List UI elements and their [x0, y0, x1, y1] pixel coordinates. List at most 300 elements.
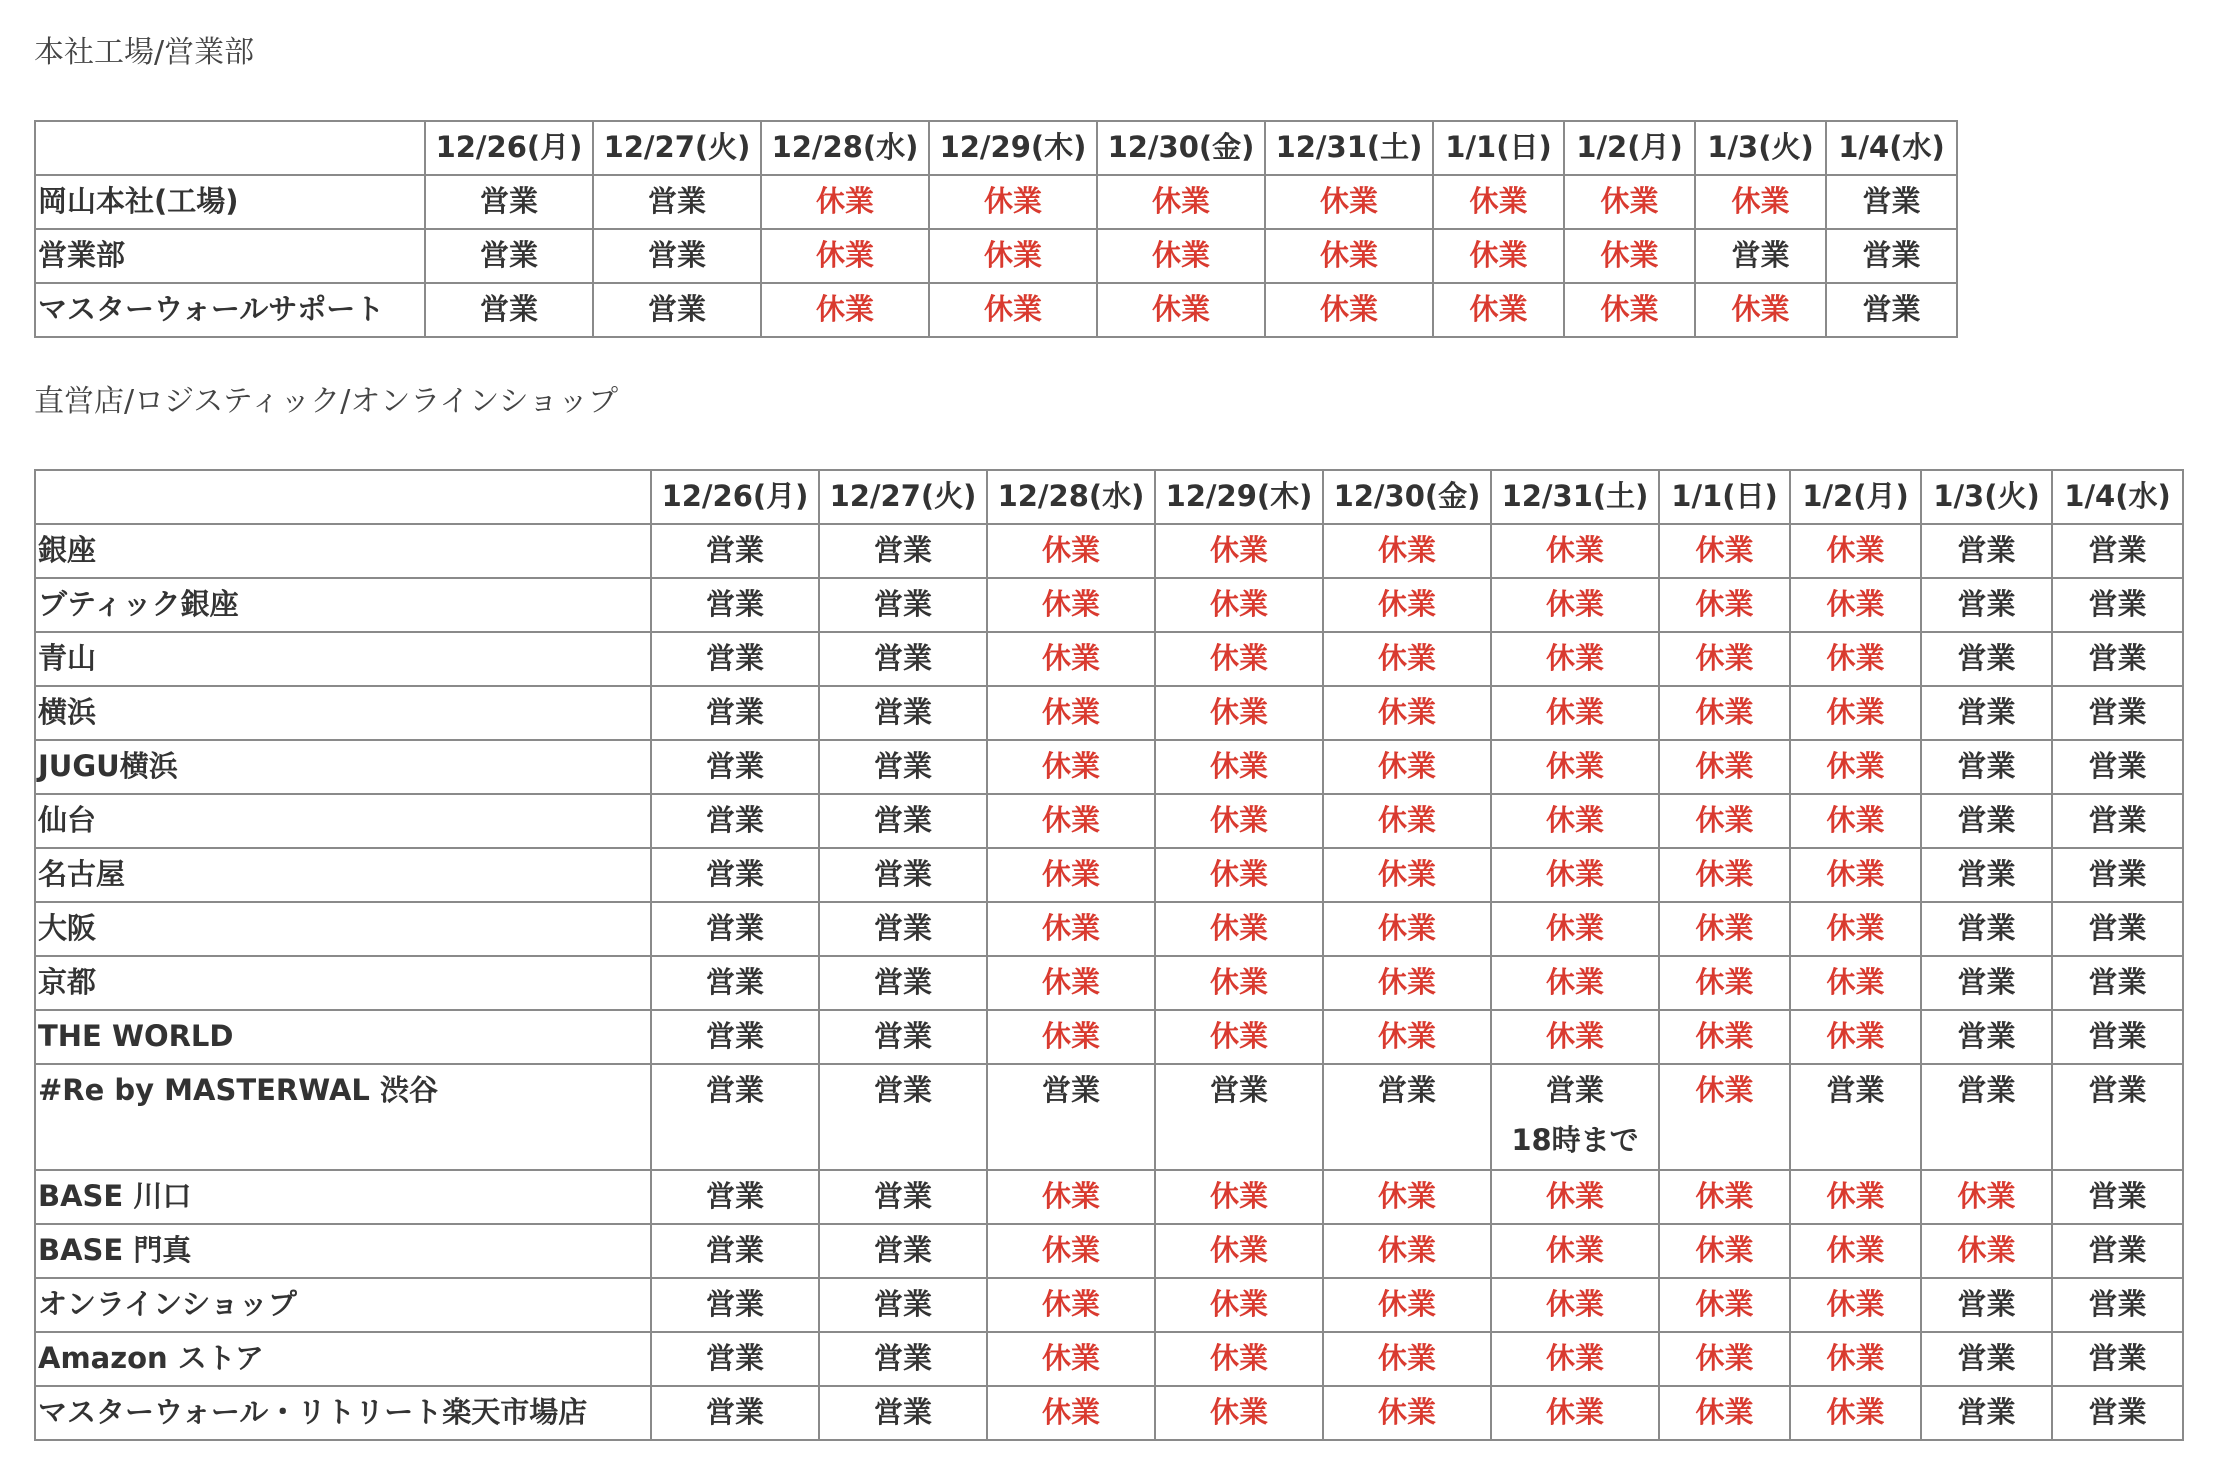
status-cell — [819, 1224, 987, 1278]
status-cell — [819, 578, 987, 632]
status-closed: 休業 — [1469, 184, 1528, 218]
status-open: 営業 — [2088, 803, 2147, 837]
status-cell — [819, 956, 987, 1010]
status-cell — [1155, 956, 1323, 1010]
status-closed: 休業 — [1545, 911, 1604, 945]
status-closed: 休業 — [1377, 803, 1436, 837]
status-cell — [1433, 229, 1564, 283]
status-cell — [651, 794, 819, 848]
status-open: 営業 — [2088, 857, 2147, 891]
status-open: 営業 — [1862, 292, 1921, 326]
status-open: 営業 — [705, 533, 764, 567]
status-open: 営業 — [873, 1073, 932, 1107]
status-cell — [1433, 283, 1564, 337]
status-closed: 休業 — [815, 292, 874, 326]
status-closed: 休業 — [1209, 641, 1268, 675]
date-header: 12/29(木) — [1155, 470, 1323, 524]
status-cell — [651, 578, 819, 632]
status-cell — [651, 1170, 819, 1224]
status-closed: 休業 — [1695, 803, 1754, 837]
status-open: 営業 — [705, 749, 764, 783]
status-cell — [1659, 632, 1790, 686]
status-cell — [987, 902, 1155, 956]
status-cell — [1491, 524, 1659, 578]
table-row — [35, 1224, 2183, 1278]
status-closed: 休業 — [1209, 803, 1268, 837]
status-cell — [1921, 686, 2052, 740]
status-cell — [819, 902, 987, 956]
status-cell — [651, 1332, 819, 1386]
status-closed: 休業 — [1695, 533, 1754, 567]
status-cell — [2052, 1224, 2183, 1278]
status-cell — [1921, 1278, 2052, 1332]
status-open: 営業 — [647, 292, 706, 326]
status-closed: 休業 — [1041, 1019, 1100, 1053]
status-closed: 休業 — [1041, 533, 1100, 567]
status-open: 営業 — [705, 1073, 764, 1107]
status-cell — [1659, 740, 1790, 794]
status-closed: 休業 — [1041, 1179, 1100, 1213]
status-closed: 休業 — [1209, 533, 1268, 567]
date-header: 1/2(月) — [1790, 470, 1921, 524]
status-cell — [1790, 1386, 1921, 1440]
status-cell — [1323, 1224, 1491, 1278]
location-name: 名古屋 — [35, 848, 651, 902]
status-cell — [651, 1064, 819, 1170]
status-cell — [1659, 1224, 1790, 1278]
status-closed: 休業 — [1826, 587, 1885, 621]
status-cell — [1155, 1170, 1323, 1224]
status-open: 営業 — [1957, 1287, 2016, 1321]
date-header: 1/3(火) — [1921, 470, 2052, 524]
status-closed: 休業 — [1377, 1179, 1436, 1213]
status-open: 営業 — [1826, 1073, 1885, 1107]
status-closed: 休業 — [1377, 1019, 1436, 1053]
status-closed: 休業 — [1826, 1179, 1885, 1213]
location-name: マスターウォールサポート — [35, 283, 425, 337]
header-corner-cell — [35, 121, 425, 175]
status-closed: 休業 — [1545, 857, 1604, 891]
location-name: THE WORLD — [35, 1010, 651, 1064]
status-cell — [987, 848, 1155, 902]
status-cell — [987, 740, 1155, 794]
status-open: 営業 — [873, 1179, 932, 1213]
status-cell — [1564, 175, 1695, 229]
status-cell — [1491, 1224, 1659, 1278]
header-row — [35, 470, 2183, 524]
status-cell — [1155, 902, 1323, 956]
schedule-table-stores — [34, 469, 2184, 1441]
status-closed: 休業 — [1826, 857, 1885, 891]
status-cell — [761, 283, 929, 337]
status-closed: 休業 — [1041, 1341, 1100, 1375]
status-cell — [1097, 283, 1265, 337]
status-closed: 休業 — [1600, 292, 1659, 326]
status-cell — [2052, 956, 2183, 1010]
status-open: 営業 — [2088, 533, 2147, 567]
table-row — [35, 175, 1957, 229]
status-cell — [2052, 1386, 2183, 1440]
status-open: 営業 — [2088, 1395, 2147, 1429]
status-cell — [1921, 578, 2052, 632]
header-corner-cell — [35, 470, 651, 524]
status-cell — [2052, 848, 2183, 902]
location-name: ブティック銀座 — [35, 578, 651, 632]
status-cell — [651, 686, 819, 740]
status-cell — [987, 524, 1155, 578]
status-closed: 休業 — [1041, 695, 1100, 729]
status-closed: 休業 — [1826, 533, 1885, 567]
status-open: 営業 — [873, 911, 932, 945]
status-closed: 休業 — [983, 184, 1042, 218]
status-closed: 休業 — [1151, 184, 1210, 218]
status-cell — [1921, 1170, 2052, 1224]
status-cell — [1491, 686, 1659, 740]
status-closed: 休業 — [1319, 292, 1378, 326]
status-cell — [1659, 1010, 1790, 1064]
status-cell — [1155, 1010, 1323, 1064]
status-closed: 休業 — [1209, 1019, 1268, 1053]
table-row — [35, 686, 2183, 740]
status-closed: 休業 — [1319, 184, 1378, 218]
date-header: 1/2(月) — [1564, 121, 1695, 175]
status-closed: 休業 — [1209, 695, 1268, 729]
status-cell — [761, 229, 929, 283]
status-cell — [1155, 1278, 1323, 1332]
status-open: 営業 — [1957, 965, 2016, 999]
status-cell — [2052, 524, 2183, 578]
date-header: 12/31(土) — [1491, 470, 1659, 524]
table-row — [35, 524, 2183, 578]
status-closed: 休業 — [1377, 1395, 1436, 1429]
status-cell — [1491, 1278, 1659, 1332]
status-open: 営業 — [705, 803, 764, 837]
status-closed: 休業 — [1041, 1287, 1100, 1321]
status-closed: 休業 — [815, 238, 874, 272]
status-cell — [929, 175, 1097, 229]
status-cell — [987, 578, 1155, 632]
status-cell — [1155, 794, 1323, 848]
status-cell — [593, 229, 761, 283]
date-header: 1/3(火) — [1695, 121, 1826, 175]
status-cell — [1155, 578, 1323, 632]
status-cell — [1790, 1010, 1921, 1064]
status-cell — [1323, 686, 1491, 740]
status-cell — [593, 175, 761, 229]
status-cell — [1323, 1278, 1491, 1332]
status-open: 営業 — [1041, 1073, 1100, 1107]
status-closed: 休業 — [1545, 803, 1604, 837]
location-name: 青山 — [35, 632, 651, 686]
status-closed: 休業 — [1957, 1179, 2016, 1213]
status-cell — [987, 1332, 1155, 1386]
table-row — [35, 740, 2183, 794]
status-closed: 休業 — [1695, 1341, 1754, 1375]
table-row — [35, 229, 1957, 283]
status-cell — [819, 848, 987, 902]
status-open: 営業 — [873, 803, 932, 837]
status-cell — [1659, 1278, 1790, 1332]
status-cell — [1433, 175, 1564, 229]
status-cell — [987, 1386, 1155, 1440]
status-cell — [1921, 1332, 2052, 1386]
section-title-headquarters: 本社工場/営業部 — [34, 35, 255, 70]
status-closed: 休業 — [1151, 238, 1210, 272]
status-closed: 休業 — [1545, 1341, 1604, 1375]
status-closed: 休業 — [1151, 292, 1210, 326]
status-cell — [651, 1224, 819, 1278]
date-header: 12/28(水) — [761, 121, 929, 175]
status-cell — [1659, 1386, 1790, 1440]
status-cell — [1323, 1010, 1491, 1064]
status-cell — [1491, 1386, 1659, 1440]
status-open: 営業 — [1957, 911, 2016, 945]
status-closed: 休業 — [1377, 749, 1436, 783]
status-open: 営業 — [705, 1019, 764, 1053]
status-cell — [1826, 175, 1957, 229]
status-cell — [2052, 1170, 2183, 1224]
status-open: 営業 — [2088, 641, 2147, 675]
status-open: 営業 — [2088, 587, 2147, 621]
status-cell — [1659, 1170, 1790, 1224]
status-open: 営業 — [1957, 533, 2016, 567]
status-cell — [929, 283, 1097, 337]
status-open: 営業 — [2088, 695, 2147, 729]
table-row — [35, 848, 2183, 902]
status-cell — [1659, 956, 1790, 1010]
status-closed: 休業 — [1209, 1233, 1268, 1267]
status-open: 営業 — [1957, 1019, 2016, 1053]
status-cell — [1790, 902, 1921, 956]
status-cell — [1921, 1386, 2052, 1440]
status-cell — [1659, 848, 1790, 902]
status-closed: 休業 — [1695, 857, 1754, 891]
date-header: 12/27(火) — [593, 121, 761, 175]
status-open: 営業 — [873, 1341, 932, 1375]
status-closed: 休業 — [1731, 184, 1790, 218]
table-row — [35, 632, 2183, 686]
status-closed: 休業 — [1041, 911, 1100, 945]
status-cell — [987, 686, 1155, 740]
status-closed: 休業 — [1695, 749, 1754, 783]
status-closed: 休業 — [1041, 1395, 1100, 1429]
status-open: 営業 — [2088, 1233, 2147, 1267]
status-cell — [1921, 1064, 2052, 1170]
status-cell — [819, 1010, 987, 1064]
status-open: 営業 — [2088, 1287, 2147, 1321]
status-closed: 休業 — [1041, 641, 1100, 675]
status-closed: 休業 — [983, 292, 1042, 326]
status-closed: 休業 — [1695, 641, 1754, 675]
status-cell — [2052, 578, 2183, 632]
status-cell — [819, 740, 987, 794]
status-cell — [1564, 229, 1695, 283]
status-cell — [1491, 956, 1659, 1010]
status-cell — [1790, 1224, 1921, 1278]
status-open: 営業 — [1862, 238, 1921, 272]
status-cell — [1265, 283, 1433, 337]
status-cell — [1155, 524, 1323, 578]
status-open: 営業 — [2088, 749, 2147, 783]
status-cell — [1790, 1278, 1921, 1332]
status-open: 営業 — [1957, 695, 2016, 729]
location-name: 大阪 — [35, 902, 651, 956]
date-header: 12/26(月) — [651, 470, 819, 524]
status-cell — [1155, 1332, 1323, 1386]
status-open: 営業 — [2088, 1019, 2147, 1053]
status-cell — [1790, 578, 1921, 632]
status-cell — [1790, 686, 1921, 740]
date-header: 1/4(水) — [1826, 121, 1957, 175]
status-cell — [1921, 902, 2052, 956]
status-closed: 休業 — [1826, 1341, 1885, 1375]
table-row — [35, 902, 2183, 956]
status-cell — [1659, 794, 1790, 848]
status-open: 営業 — [2088, 1179, 2147, 1213]
date-header: 1/4(水) — [2052, 470, 2183, 524]
schedule-table-headquarters — [34, 120, 1958, 338]
date-header: 12/27(火) — [819, 470, 987, 524]
status-cell — [2052, 686, 2183, 740]
status-open: 営業 — [705, 1287, 764, 1321]
status-cell — [987, 956, 1155, 1010]
status-cell — [1921, 1224, 2052, 1278]
table-row — [35, 956, 2183, 1010]
status-cell — [2052, 1278, 2183, 1332]
status-closed: 休業 — [1545, 1179, 1604, 1213]
status-cell — [1491, 1064, 1659, 1170]
status-cell — [651, 902, 819, 956]
status-closed: 休業 — [1826, 641, 1885, 675]
status-closed: 休業 — [1377, 1233, 1436, 1267]
status-closed: 休業 — [1545, 533, 1604, 567]
status-open: 営業 — [647, 238, 706, 272]
status-cell — [1491, 1170, 1659, 1224]
date-header: 12/30(金) — [1323, 470, 1491, 524]
status-closed: 休業 — [1695, 1233, 1754, 1267]
status-closed: 休業 — [1695, 911, 1754, 945]
status-cell — [1155, 848, 1323, 902]
location-name: BASE 門真 — [35, 1224, 651, 1278]
status-open: 営業 — [873, 749, 932, 783]
status-closed: 休業 — [1209, 1341, 1268, 1375]
status-closed: 休業 — [1695, 1179, 1754, 1213]
status-cell — [1564, 283, 1695, 337]
status-cell — [1155, 632, 1323, 686]
status-cell — [819, 1170, 987, 1224]
status-cell — [1491, 632, 1659, 686]
table-row — [35, 283, 1957, 337]
status-open: 営業 — [647, 184, 706, 218]
status-cell — [2052, 1010, 2183, 1064]
status-closed: 休業 — [1695, 1287, 1754, 1321]
status-closed: 休業 — [1545, 695, 1604, 729]
location-name: オンラインショップ — [35, 1278, 651, 1332]
status-closed: 休業 — [1545, 641, 1604, 675]
status-open: 営業 — [705, 1341, 764, 1375]
status-closed: 休業 — [1377, 533, 1436, 567]
status-cell — [1323, 956, 1491, 1010]
status-cell — [1323, 1332, 1491, 1386]
status-cell — [819, 1386, 987, 1440]
status-closed: 休業 — [1600, 238, 1659, 272]
status-cell — [987, 1224, 1155, 1278]
status-cell — [1921, 632, 2052, 686]
status-cell — [987, 1278, 1155, 1332]
status-open: 営業 — [705, 857, 764, 891]
status-closed: 休業 — [1545, 1395, 1604, 1429]
status-cell — [1491, 1010, 1659, 1064]
status-closed: 休業 — [1209, 911, 1268, 945]
status-cell — [1790, 740, 1921, 794]
status-cell — [2052, 632, 2183, 686]
status-cell — [1695, 229, 1826, 283]
status-cell — [1790, 848, 1921, 902]
location-name: BASE 川口 — [35, 1170, 651, 1224]
status-cell — [1659, 686, 1790, 740]
status-closed: 休業 — [1377, 911, 1436, 945]
status-cell — [1659, 524, 1790, 578]
status-cell — [1659, 1064, 1790, 1170]
status-closed: 休業 — [1545, 587, 1604, 621]
status-open: 営業 — [479, 238, 538, 272]
location-name: 岡山本社(工場) — [35, 175, 425, 229]
status-open: 営業 — [1957, 1073, 2016, 1107]
status-cell — [1790, 1332, 1921, 1386]
status-open: 営業 — [1957, 587, 2016, 621]
status-closed: 休業 — [1041, 587, 1100, 621]
status-cell — [819, 1064, 987, 1170]
status-closed: 休業 — [1209, 857, 1268, 891]
status-open: 営業 — [873, 1019, 932, 1053]
header-row — [35, 121, 1957, 175]
status-closed: 休業 — [1826, 1019, 1885, 1053]
status-cell — [425, 229, 593, 283]
status-cell — [1491, 578, 1659, 632]
status-cell — [651, 1386, 819, 1440]
status-closed: 休業 — [1209, 749, 1268, 783]
location-name: Amazon ストア — [35, 1332, 651, 1386]
status-cell — [1491, 848, 1659, 902]
status-closed: 休業 — [1695, 965, 1754, 999]
status-cell — [1491, 794, 1659, 848]
status-closed: 休業 — [1319, 238, 1378, 272]
status-closed: 休業 — [1469, 238, 1528, 272]
status-closed: 休業 — [1826, 965, 1885, 999]
status-closed: 休業 — [1469, 292, 1528, 326]
date-header: 12/30(金) — [1097, 121, 1265, 175]
status-cell — [819, 686, 987, 740]
status-closed: 休業 — [1695, 695, 1754, 729]
status-closed: 休業 — [1695, 1073, 1754, 1107]
table-row — [35, 1010, 2183, 1064]
status-open: 営業 — [1957, 803, 2016, 837]
status-cell — [651, 632, 819, 686]
status-cell — [819, 794, 987, 848]
status-open: 営業 — [1545, 1073, 1604, 1107]
status-closed: 休業 — [1377, 1287, 1436, 1321]
status-cell — [1695, 175, 1826, 229]
status-cell — [1826, 283, 1957, 337]
status-cell — [425, 283, 593, 337]
status-closed: 休業 — [1826, 1287, 1885, 1321]
date-header: 12/26(月) — [425, 121, 593, 175]
location-name: 京都 — [35, 956, 651, 1010]
status-closed: 休業 — [1041, 857, 1100, 891]
status-closed: 休業 — [1826, 1395, 1885, 1429]
status-cell — [1921, 1010, 2052, 1064]
status-closed: 休業 — [1826, 803, 1885, 837]
